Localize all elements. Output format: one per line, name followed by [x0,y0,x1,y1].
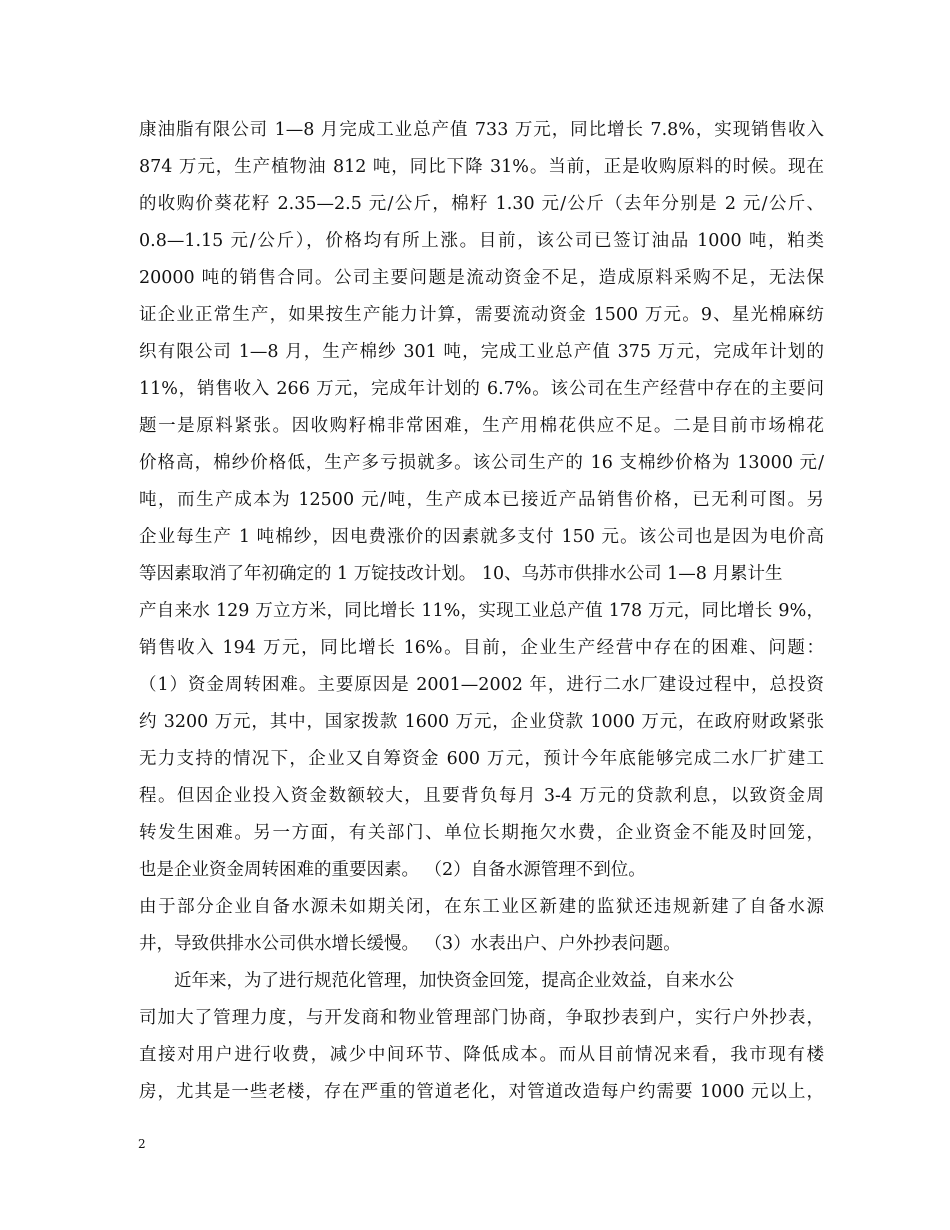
text-line: 吨，而生产成本为 12500 元/吨，生产成本已接近产品销售价格，已无利可图。另 [139,490,824,510]
text-line: 康油脂有限公司 1—8 月完成工业总产值 733 万元，同比增长 7.8%，实现销售收入 [139,120,824,140]
text-line: 约 3200 万元，其中，国家拨款 1600 万元，企业贷款 1000 万元，在政府财政紧张 [139,712,824,732]
text-line: 井，导致供排水公司供水增长缓慢。 （3）水表出户、户外抄表问题。 [139,934,681,954]
text-line: 11%，销售收入 266 万元，完成年计划的 6.7%。该公司在生产经营中存在的主要问 [139,379,824,399]
text-line: 价格高，棉纱价格低，生产多亏损就多。该公司生产的 16 支棉纱价格为 13000 元/ [139,453,824,473]
text-line: 程。但因企业投入资金数额较大，且要背负每月 3-4 万元的贷款利息，以致资金周 [139,786,824,806]
text-line: 的收购价葵花籽 2.35—2.5 元/公斤，棉籽 1.30 元/公斤（去年分别是 2 元/公斤、 [139,194,824,214]
text-line: 企业每生产 1 吨棉纱，因电费涨价的因素就多支付 150 元。该公司也是因为电价高 [139,527,824,547]
text-line: 证企业正常生产，如果按生产能力计算，需要流动资金 1500 万元。9、星光棉麻纺 [139,305,824,325]
text-line: 司加大了管理力度，与开发商和物业管理部门协商，争取抄表到户，实行户外抄表， [139,1008,824,1028]
text-line: 874 万元，生产植物油 812 吨，同比下降 31%。当前，正是收购原料的时候。现在 [139,157,824,177]
text-line: 产自来水 129 万立方米，同比增长 11%，实现工业总产值 178 万元，同比增长 9%， [139,601,824,621]
text-line: （1）资金周转困难。主要原因是 2001—2002 年，进行二水厂建设过程中，总投资 [139,675,824,695]
text-line: 无力支持的情况下，企业又自筹资金 600 万元，预计今年底能够完成二水厂扩建工 [139,749,824,769]
text-line: 直接对用户进行收费，减少中间环节、降低成本。而从目前情况来看，我市现有楼 [139,1045,824,1065]
text-line: 销售收入 194 万元，同比增长 16%。目前，企业生产经营中存在的困难、问题： [139,638,824,658]
body-text [139,112,824,1111]
page-number: 2 [138,1137,146,1151]
text-line: 0.8—1.15 元/公斤），价格均有所上涨。目前，该公司已签订油品 1000 吨，粕类 [139,231,824,251]
text-line: 由于部分企业自备水源未如期关闭，在东工业区新建的监狱还违规新建了自备水源 [139,897,824,917]
text-line: 织有限公司 1—8 月，生产棉纱 301 吨，完成工业总产值 375 万元，完成年计划的 [139,342,824,362]
text-line: 转发生困难。另一方面，有关部门、单位长期拖欠水费，企业资金不能及时回笼， [139,823,824,843]
text-line: 近年来，为了进行规范化管理，加快资金回笼，提高企业效益，自来水公 [174,971,734,991]
text-line: 等因素取消了年初确定的 1 万锭技改计划。 10、乌苏市供排水公司 1—8 月累计生 [139,564,783,584]
text-line: 也是企业资金周转困难的重要因素。 （2）自备水源管理不到位。 [139,860,646,880]
text-line: 房，尤其是一些老楼，存在严重的管道老化，对管道改造每户约需要 1000 元以上， [139,1082,824,1102]
text-line: 题一是原料紧张。因收购籽棉非常困难，生产用棉花供应不足。二是目前市场棉花 [139,416,824,436]
text-line: 20000 吨的销售合同。公司主要问题是流动资金不足，造成原料采购不足，无法保 [139,268,824,288]
